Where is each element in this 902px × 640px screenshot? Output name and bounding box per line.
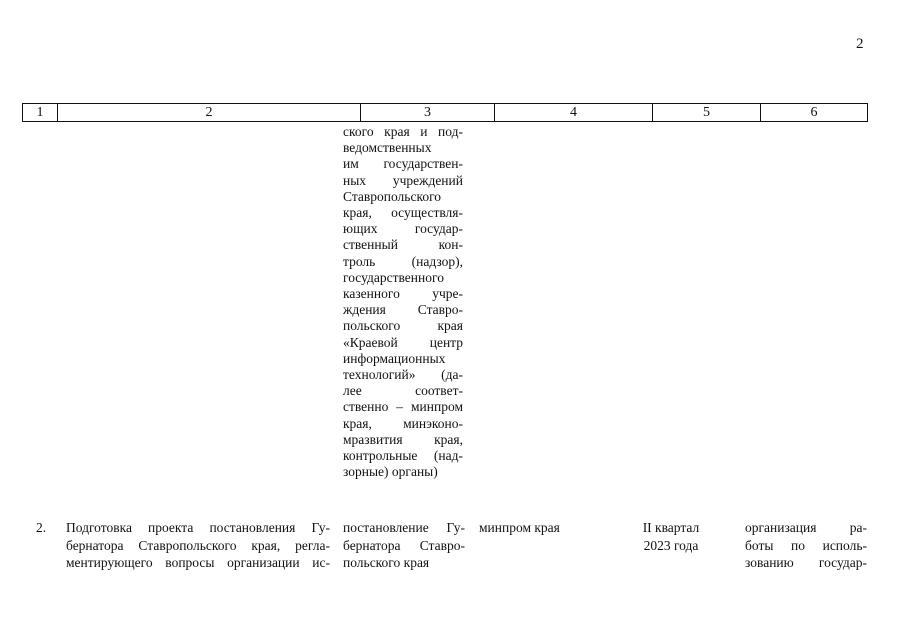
text-line: боты по исполь- [745,537,867,553]
text-line: ведомственных [343,140,432,156]
text-line: им государствен- [343,156,463,172]
text-line: казенного учре- [343,286,463,302]
text-line: троль (надзор), [343,253,463,269]
col3-continuation-text [343,124,463,480]
text-line: государственного [343,269,444,285]
header-cell-3: 3 [361,104,495,121]
header-cell-1: 1 [23,104,58,121]
header-cell-2: 2 [58,104,361,121]
row2-col2-text [66,519,330,572]
text-line: края, минэконо- [343,415,463,431]
text-line: технологий» (да- [343,367,463,383]
header-cell-6: 6 [810,105,818,120]
text-line: бернатора Ставро- [343,537,465,553]
row2-col4-text: минпром края [479,520,560,535]
row2-col3-text [343,519,465,572]
text-line: польского края [343,318,463,334]
text-line: 2023 года [643,537,699,553]
text-line: бернатора Ставропольского края, регла- [66,537,330,553]
row2-col6-text [745,519,867,572]
text-line: мразвития края, [343,431,463,447]
text-line: «Краевой центр [343,334,463,350]
text-line: польского края [343,555,430,570]
text-line: ждения Ставро- [343,302,463,318]
text-line: ных учреждений [343,172,463,188]
text-line: ментирующего вопросы организации ис- [66,555,330,570]
text-line: организация ра- [745,520,867,535]
text-line: ского края и под- [343,124,463,139]
header-cell-4: 4 [495,104,653,121]
text-line: информационных [343,350,446,366]
table-header-row [22,103,868,122]
row2-col5-text [632,519,710,554]
row-number: 2. [36,520,47,535]
page-number: 2 [856,36,864,52]
text-line: II квартал [642,520,700,535]
text-line: лее соответ- [343,383,463,399]
text-line: Ставропольского [343,188,442,204]
text-line: зованию государ- [745,555,867,570]
text-line: края, осуществля- [343,205,463,221]
text-line: ственно – минпром [343,399,463,415]
text-line: Подготовка проекта постановления Гу- [66,520,330,535]
text-line: постановление Гу- [343,520,465,535]
text-line: зорные) органы) [343,464,438,480]
text-line: ющих государ- [343,221,463,237]
text-line: контрольные (над- [343,448,463,464]
header-cell-5: 5 [653,104,761,121]
text-line: ственный кон- [343,237,463,253]
